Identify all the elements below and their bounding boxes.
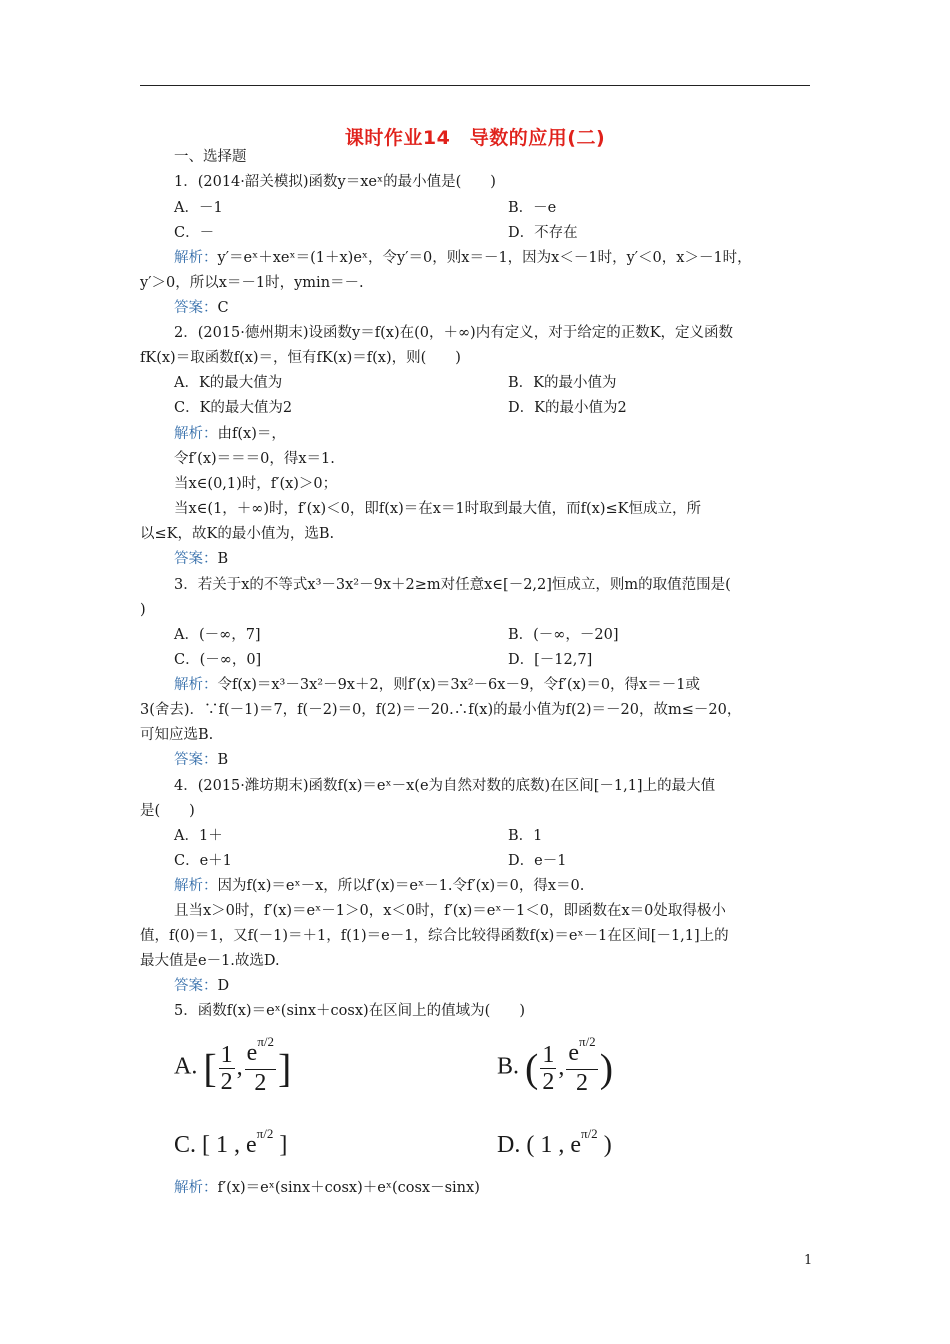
q1-option-c: C．－ [174, 225, 215, 241]
q3-option-c: C．(－∞，0] [174, 652, 262, 668]
q3-option-a: A．(－∞，7] [174, 627, 261, 643]
q2-solution-line: 令f′(x)＝＝＝0，得x＝1. [174, 451, 335, 467]
fraction: $\frac{1}{2}$ [220, 1041, 233, 1095]
fraction: $\frac{e^{\pi/2}}{2}$ [568, 1034, 596, 1096]
q3-option-d: D．[－12,7] [508, 652, 593, 668]
q2-solution-line: 当x∈(1，＋∞)时，f′(x)＜0，即f(x)＝在x＝1时取到最大值，而f(x)≤K恒成立，所 [174, 501, 702, 517]
page-title: 课时作业14 导数的应用(二) [344, 127, 606, 149]
q1-solution-line: y′＞0，所以x＝－1时，ymin＝－. [140, 275, 364, 291]
q1-answer: 答案：C [174, 300, 229, 316]
q1-option-d: D．不存在 [508, 225, 578, 241]
q2-stem: 2．(2015·德州期末)设函数y＝f(x)在(0，＋∞)内有定义，对于给定的正数K，定义函数 [174, 325, 734, 341]
q4-solution-line: 解析：因为f(x)＝eˣ－x，所以f′(x)＝eˣ－1.令f′(x)＝0，得x＝0. [174, 878, 585, 894]
q3-stem: 3．若关于x的不等式x³－3x²－9x＋2≥m对任意x∈[－2,2]恒成立，则m的取值范围是( [174, 577, 731, 593]
fraction: $\frac{1}{2}$ [542, 1041, 555, 1095]
solution-label: 解析： [174, 250, 218, 266]
q2-answer: 答案：B [174, 551, 229, 567]
q4-answer: 答案：D [174, 978, 230, 994]
header-rule [140, 85, 810, 86]
q5-option-d: D. ( 1 , $e^{\pi/2}$ ) [497, 1126, 612, 1158]
q5-option-c: C. [ 1 , $e^{\pi/2}$ ] [174, 1126, 288, 1158]
fraction: $\frac{e^{\pi/2}}{2}$ [246, 1034, 275, 1096]
q4-solution-line: 值，f(0)＝1，又f(－1)＝＋1，f(1)＝e－1，综合比较得函数f(x)＝eˣ－1在区间[－1,1]上的 [140, 928, 729, 944]
solution-label: 解析： [174, 677, 218, 693]
q3-answer: 答案：B [174, 752, 229, 768]
q3-solution-line: 解析：令f(x)＝x³－3x²－9x＋2，则f′(x)＝3x²－6x－9，令f′(x)＝0，得x＝－1或 [174, 677, 700, 693]
q4-option-c: C．e＋1 [174, 853, 232, 869]
solution-label: 解析： [174, 878, 218, 894]
q3-option-b: B．(－∞，－20] [508, 627, 619, 643]
section-heading: 一、选择题 [174, 149, 247, 165]
q4-stem: 4．(2015·潍坊期末)函数f(x)＝eˣ－x(e为自然对数的底数)在区间[－1,1]上的最大值 [174, 778, 716, 794]
q2-solution-line: 解析：由f(x)＝， [174, 426, 286, 442]
answer-label: 答案： [174, 551, 218, 567]
q4-solution-line: 最大值是e－1.故选D. [140, 953, 280, 969]
q2-solution-line: 当x∈(0,1)时，f′(x)＞0； [174, 476, 338, 492]
q5-stem: 5．函数f(x)＝eˣ(sinx＋cosx)在区间上的值域为( ) [174, 1003, 526, 1019]
q4-solution-line: 且当x＞0时，f′(x)＝eˣ－1＞0，x＜0时，f′(x)＝eˣ－1＜0，即函数在x＝0处取得极小 [174, 903, 726, 919]
q4-option-b: B．1 [508, 828, 543, 844]
q2-option-b: B．K的最小值为 [508, 375, 617, 391]
q4-option-d: D．e－1 [508, 853, 567, 869]
q2-option-d: D．K的最小值为2 [508, 400, 627, 416]
q2-solution-line: 以≤K，故K的最小值为，选B. [140, 526, 335, 542]
q3-stem: ) [140, 602, 146, 618]
q1-option-b: B．－e [508, 200, 557, 216]
q1-option-a: A．－1 [174, 200, 223, 216]
q1-stem: 1．(2014·韶关模拟)函数y＝xeˣ的最小值是( ) [174, 174, 496, 190]
q1-solution-line: 解析：y′＝eˣ＋xeˣ＝(1＋x)eˣ，令y′＝0，则x＝－1，因为x＜－1时，y′＜0，x＞－1时， [174, 250, 752, 266]
solution-label: 解析： [174, 426, 218, 442]
answer-label: 答案： [174, 300, 218, 316]
q2-option-a: A．K的最大值为 [174, 375, 283, 391]
q2-option-c: C．K的最大值为2 [174, 400, 293, 416]
q5-solution-line: 解析：f′(x)＝eˣ(sinx＋cosx)＋eˣ(cosx－sinx) [174, 1180, 480, 1196]
q4-stem: 是( ) [140, 803, 195, 819]
answer-label: 答案： [174, 978, 218, 994]
page-number: 1 [804, 1253, 813, 1268]
q2-stem: fK(x)＝取函数f(x)＝，恒有fK(x)＝f(x)，则( ) [140, 350, 461, 366]
q3-solution-line: 3(舍去)．∵f(－1)＝7，f(－2)＝0，f(2)＝－20.∴f(x)的最小值为f(2)＝－20，故m≤－20， [140, 702, 742, 718]
q4-option-a: A．1＋ [174, 828, 223, 844]
q3-solution-line: 可知应选B. [140, 727, 214, 743]
solution-label: 解析： [174, 1180, 218, 1196]
q5-option-b: B. ( $\frac{1}{2}$ , $\frac{e^{\pi/2}}{2}$ ) [497, 1034, 614, 1096]
answer-label: 答案： [174, 752, 218, 768]
q5-option-a: A. [ $\frac{1}{2}$ , $\frac{e^{\pi/2}}{2}$ ] [174, 1034, 292, 1096]
